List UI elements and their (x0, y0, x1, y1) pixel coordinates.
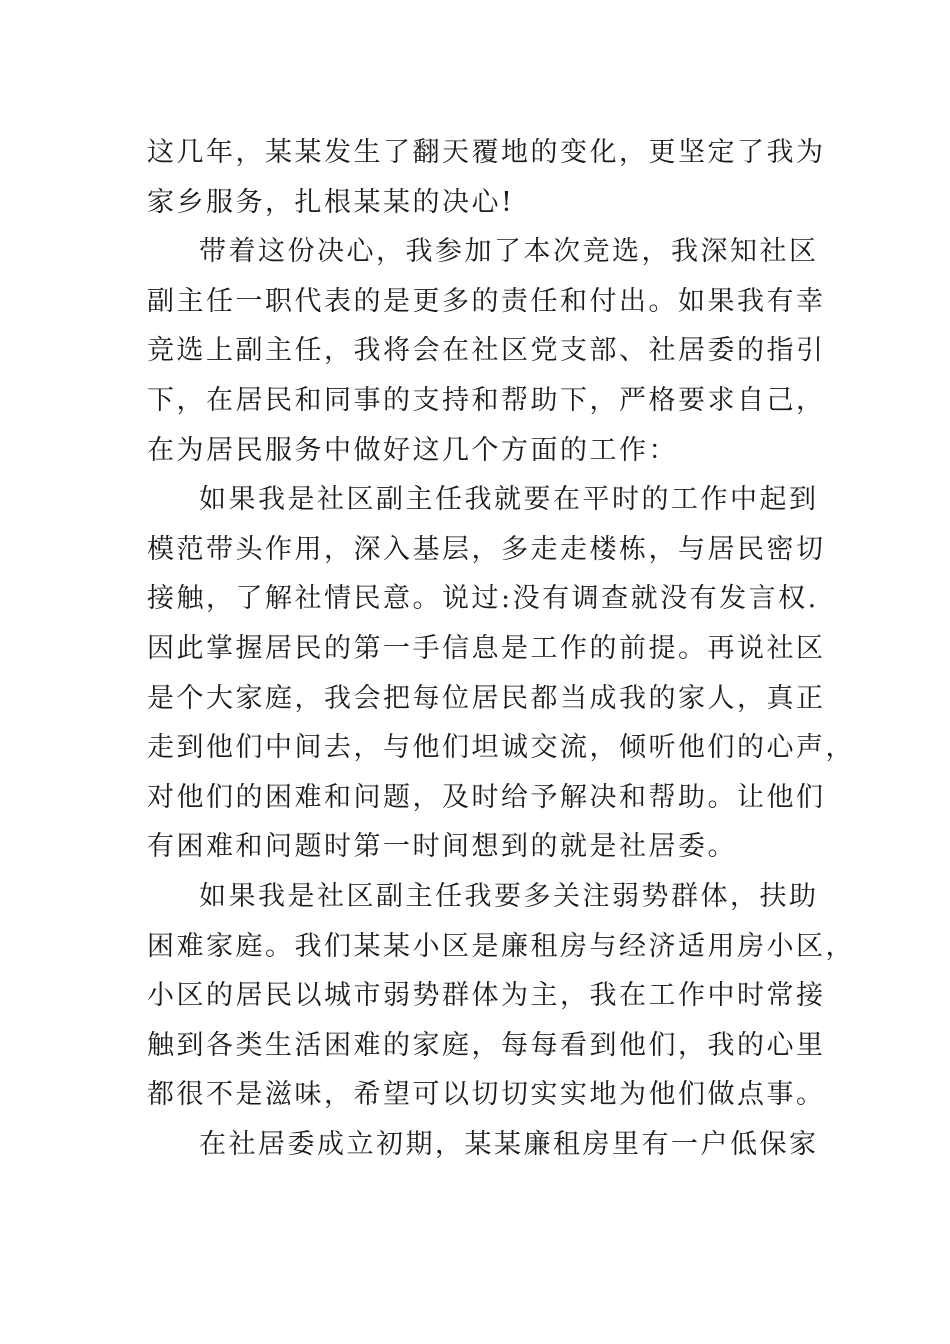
text-line: 走到他们中间去，与他们坦诚交流，倾听他们的心声， (147, 732, 855, 764)
text-line-indent: 在社居委成立初期，某某廉租房里有一户低保家 (199, 1128, 819, 1160)
document-body (147, 128, 855, 1169)
text-line: 对他们的困难和问题，及时给予解决和帮助。让他们 (147, 781, 826, 813)
text-line-indent: 如果我是社区副主任我要多关注弱势群体，扶助 (199, 880, 819, 912)
text-line: 都很不是滋味，希望可以切切实实地为他们做点事。 (147, 1079, 826, 1111)
text-line: 困难家庭。我们某某小区是廉租房与经济适用房小区， (147, 930, 855, 962)
text-line: 接触，了解社情民意。说过:没有调查就没有发言权. (147, 583, 819, 615)
text-line-indent: 如果我是社区副主任我就要在平时的工作中起到 (199, 484, 819, 516)
text-line: 是个大家庭，我会把每位居民都当成我的家人，真正 (147, 682, 826, 714)
text-line: 副主任一职代表的是更多的责任和付出。如果我有幸 (147, 285, 826, 317)
text-line: 有困难和问题时第一时间想到的就是社居委。 (147, 831, 737, 863)
text-line: 下，在居民和同事的支持和帮助下，严格要求自己， (147, 384, 826, 416)
text-line: 在为居民服务中做好这几个方面的工作： (147, 434, 678, 466)
text-line: 小区的居民以城市弱势群体为主，我在工作中时常接 (147, 980, 826, 1012)
text-line: 家乡服务，扎根某某的决心! (147, 186, 515, 218)
text-line: 因此掌握居民的第一手信息是工作的前提。再说社区 (147, 632, 826, 664)
text-line: 竞选上副主任，我将会在社区党支部、社居委的指引 (147, 335, 826, 367)
text-line: 触到各类生活困难的家庭，每每看到他们，我的心里 (147, 1029, 826, 1061)
text-line: 模范带头作用，深入基层，多走走楼栋，与居民密切 (147, 533, 826, 565)
text-line: 这几年，某某发生了翻天覆地的变化，更坚定了我为 (147, 137, 826, 168)
text-line-indent: 带着这份决心，我参加了本次竞选，我深知社区 (199, 236, 819, 268)
